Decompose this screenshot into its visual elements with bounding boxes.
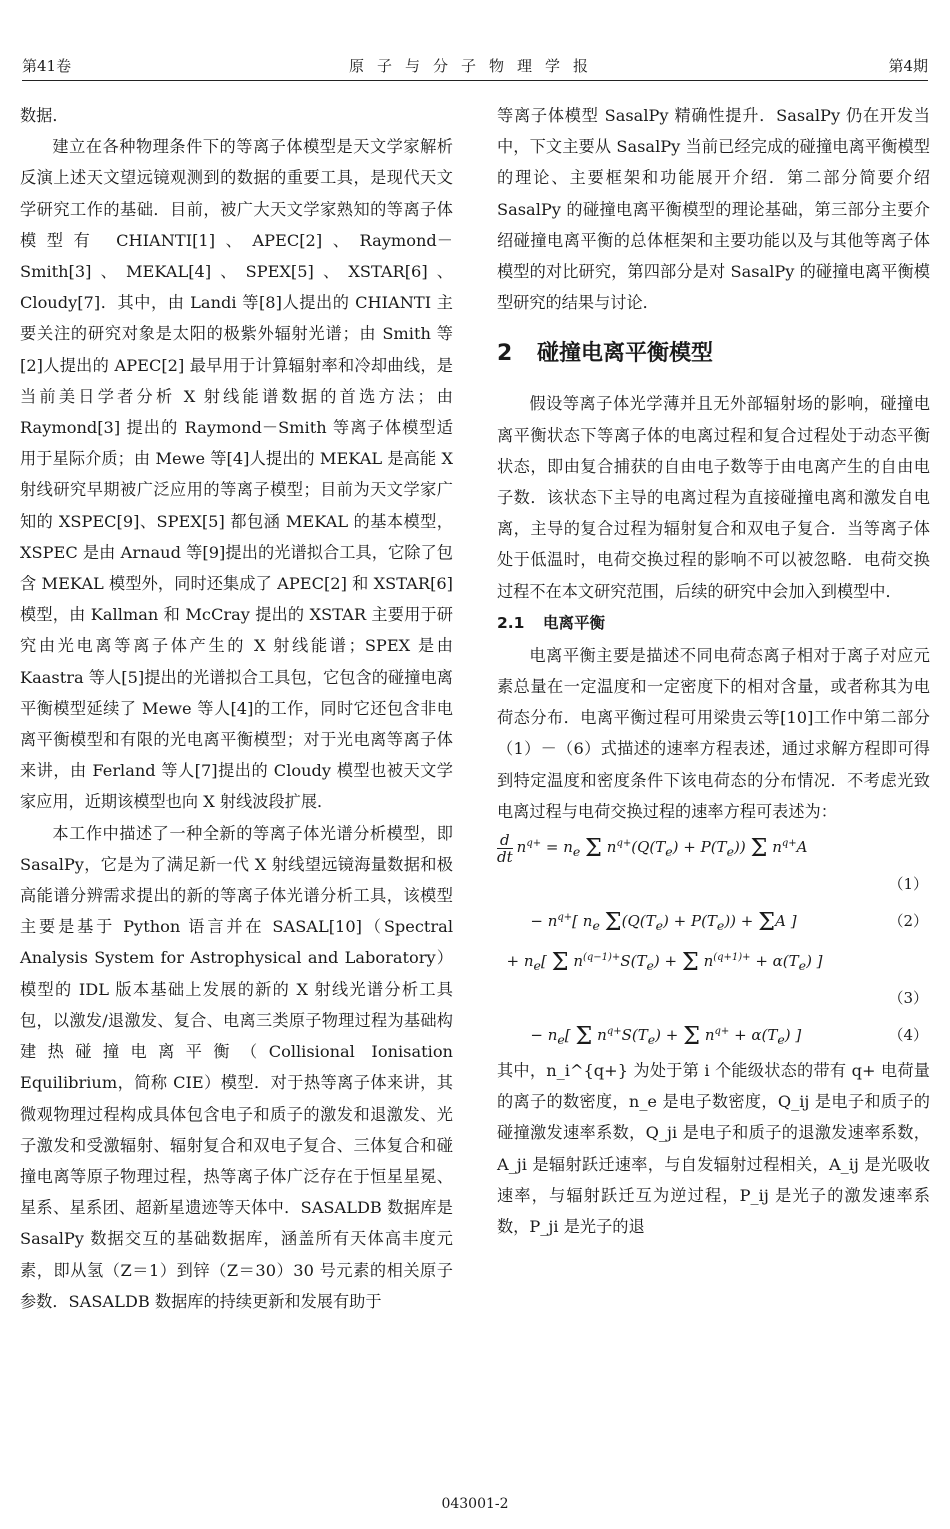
- volume-label: 第41卷: [22, 57, 72, 75]
- subsection-number: 2.1: [497, 613, 525, 632]
- section-title: 碰撞电离平衡模型: [537, 341, 714, 367]
- section-heading: [497, 326, 930, 382]
- paragraph-continued: 数据．: [20, 106, 69, 125]
- header-rule: [22, 80, 928, 81]
- equation-number-4: （4）: [888, 1026, 928, 1045]
- equation-number-1: （1）: [888, 875, 928, 894]
- paragraph-outline: 等离子体模型 SasalPy 精确性提升．SasalPy 仍在开发当中，下文主要从 SasalPy 当前已经完成的碰撞电离平衡模型的理论、主要框架和功能展开介绍．第二部分简要介绍 SasalPy 的碰撞电离平衡模型的理论基础，第三部分主要介绍碰撞电离平衡的总体框架和主要功能以及与其他等离子体模型的对比研究，第四部分是对 SasalPy 的碰撞电离平衡模型研究的结果与讨论．: [497, 106, 930, 313]
- paragraph-cie-assumption: 假设等离子体光学薄并且无外部辐射场的影响，碰撞电离平衡状态下等离子体的电离过程和复合过程处于动态平衡状态，即由复合捕获的自由电子数等于由电离产生的自由电子数．该状态下主导的电离过程为直接碰撞电离和激发自电离，主导的复合过程为辐射复合和双电子复合．当等离子体处于低温时，电荷交换过程的影响不可以被忽略．电荷交换过程不在本文研究范围，后续的研究中会加入到模型中．: [497, 394, 930, 601]
- issue-label: 第4期: [888, 57, 928, 75]
- equation-line-2: − $n^{q+}$[ $n_e$ $\Sigma(Q(T_e) + P(T_e)) + \Sigma A$ ] （2）: [497, 901, 930, 941]
- page-number: 043001-2: [441, 1496, 509, 1512]
- journal-title: 原子与分子物理学报: [348, 57, 601, 75]
- paragraph-plasma-models: 建立在各种物理条件下的等离子体模型是天文学家解析反演上述天文望远镜观测到的数据的重要工具，是现代天文学研究工作的基础．目前，被广大天文学家熟知的等离子体模型有 CHIANTI[1]、APEC[2]、Raymond－Smith[3]、MEKAL[4]、SPEX[5]、XSTAR[6]、Cloudy[7]．其中，由 Landi 等[8]人提出的 CHIANTI 主要关注的研究对象是太阳的极紫外辐射光谱；由 Smith 等[2]人提出的 APEC[2] 最早用于计算辐射率和冷却曲线，是当前美日学者分析 X 射线能谱数据的首选方法；由 Raymond[3] 提出的 Raymond－Smith 等离子体模型适用于星际介质；由 Mewe 等[4]人提出的 MEKAL 是高能 X 射线研究早期被广泛应用的等离子模型；目前为天文学家广知的 XSPEC[9]、SPEX[5] 都包涵 MEKAL 的基本模型，XSPEC 是由 Arnaud 等[9]提出的光谱拟合工具，它除了包含 MEKAL 模型外，同时还集成了 APEC[2] 和 XSTAR[6] 模型，由 Kallman 和 McCray 提出的 XSTAR 主要用于研究由光电离等离子体产生的 X 射线能谱；SPEX 是由 Kaastra 等人[5]提出的光谱拟合工具包，它包含的碰撞电离平衡模型延续了 Mewe 等人[4]的工作，同时它还包含非电离平衡模型和有限的光电离平衡模型；对于光电离等离子体来讲，由 Ferland 等人[7]提出的 Cloudy 模型也被天文学家应用，近期该模型也向 X 射线波段扩展．: [20, 137, 453, 812]
- section-number: 2: [497, 341, 513, 367]
- equation-number-3: （3）: [888, 989, 928, 1008]
- right-column: [497, 100, 930, 1242]
- equation-number-2: （2）: [888, 912, 928, 931]
- paragraph-symbol-definitions: 其中，n_i^{q+} 为处于第 i 个能级状态的带有 q+ 电荷量的离子的数密度，n_e 是电子数密度，Q_ij 是电子和质子的碰撞激发速率系数，Q_ji 是电子和质子的退激发速率系数，A_ji 是辐射跃迁速率，与自发辐射过程相关，A_ij 是光吸收速率，与辐射跃迁互为逆过程，P_ij 是光子的激发速率系数，P_ji 是光子的退: [497, 1061, 930, 1237]
- paragraph-sasalpy-intro: 本工作中描述了一种全新的等离子体光谱分析模型，即 SasalPy，它是为了满足新一代 X 射线望远镜海量数据和极高能谱分辨需求提出的新的等离子体光谱分析工具，该模型主要是基于 Python 语言并在 SASAL[10]（Spectral Analysis System for Astrophysical and Laboratory）模型的 IDL 版本基础上发展的新的 X 射线光谱分析工具包，以激发/退激发、复合、电离三类原子物理过程为基础构建热碰撞电离平衡（Collisional Ionisation Equilibrium，简称 CIE）模型．对于热等离子体来讲，其微观物理过程构成具体包含电子和质子的激发和退激发、光子激发和受激辐射、辐射复合和双电子复合、三体复合和碰撞电离等原子物理过程，热等离子体广泛存在于恒星星冕、星系、星系团、超新星遗迹等天体中．SASALDB 数据库是 SasalPy 数据交互的基础数据库，涵盖所有天体高丰度元素，即从氢（Z＝1）到锌（Z＝30）30 号元素的相关原子参数．SASALDB 数据库的持续更新和发展有助于: [20, 823, 453, 1311]
- subsection-title: 电离平衡: [543, 613, 606, 632]
- equation-line-1: $\frac{d}{dt}$ $n^{q+} = n_e$ Σ $n^{q+}(Q(T_e) + P(T_e))$ Σ $n^{q+}A$: [497, 830, 808, 866]
- paragraph-ionisation-balance: 电离平衡主要是描述不同电荷态离子相对于离子对应元素总量在一定温度和一定密度下的相对含量，或者称其为电荷态分布．电离平衡过程可用梁贵云等[10]工作中第二部分（1）－（6）式描述的速率方程表述，通过求解方程即可得到特定温度和密度条件下该电荷态的分布情况．不考虑光致电离过程与电荷交换过程的速率方程可表述为：: [497, 645, 930, 821]
- subsection-heading: [497, 607, 930, 640]
- equation-line-3: + $n_e$[ Σ $n^{(q-1)+}S(T_e) + \Sigma$ $n^{(q+1)+} + \alpha(T_e)$ ]: [497, 948, 823, 977]
- running-header: [22, 52, 928, 80]
- rate-equation: [497, 827, 930, 1055]
- left-column: [20, 100, 453, 1317]
- equation-line-4: − $n_e$[ Σ $n^{q+}S(T_e) + \Sigma$ $n^{q+} + \alpha(T_e)$ ] （4）: [497, 1015, 930, 1055]
